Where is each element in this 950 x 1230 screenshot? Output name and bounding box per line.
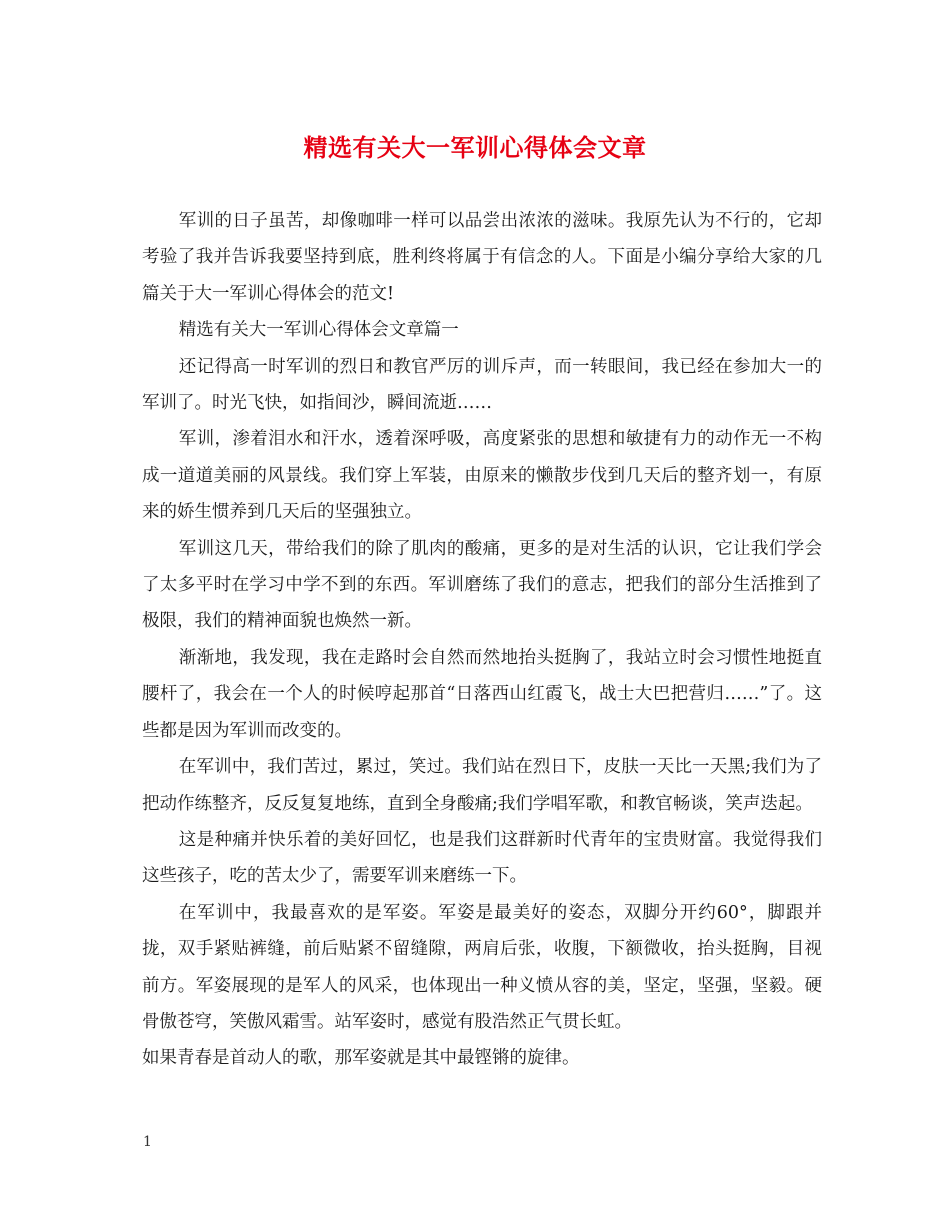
paragraph: 在军训中，我们苦过，累过，笑过。我们站在烈日下，皮肤一天比一天黑;我们为了把动作练整齐，反反复复地练，直到全身酸痛;我们学唱军歌，和教官畅谈，笑声迭起。 — [142, 757, 822, 814]
paragraph: 渐渐地，我发现，我在走路时会自然而然地抬头挺胸了，我站立时会习惯性地挺直腰杆了，我会在一个人的时候哼起那首“日落西山红霞飞，战士大巴把营归……”了。这些都是因为军训而改变的。 — [142, 647, 822, 741]
article-body — [142, 203, 822, 1077]
paragraph-intro: 军训的日子虽苦，却像咖啡一样可以品尝出浓浓的滋味。我原先认为不行的，它却考验了我并告诉我要坚持到底，胜利终将属于有信念的人。下面是小编分享给大家的几篇关于大一军训心得体会的范文! — [142, 211, 822, 304]
paragraph-closing: 如果青春是首动人的歌，那军姿就是其中最铿锵的旋律。 — [142, 1048, 580, 1069]
paragraph: 军训，渗着泪水和汗水，透着深呼吸，高度紧张的思想和敏捷有力的动作无一不构成一道道美丽的风景线。我们穿上军装，由原来的懒散步伐到几天后的整齐划一，有原来的娇生惯养到几天后的坚强独立。 — [142, 429, 822, 523]
paragraph: 还记得高一时军训的烈日和教官严厉的训斥声，而一转眼间，我已经在参加大一的军训了。时光飞快，如指间沙，瞬间流逝…… — [142, 356, 822, 414]
paragraph: 这是种痛并快乐着的美好回忆，也是我们这群新时代青年的宝贵财富。我觉得我们这些孩子，吃的苦太少了，需要军训来磨练一下。 — [142, 829, 822, 887]
paragraph: 在军训中，我最喜欢的是军姿。军姿是最美好的姿态，双脚分开约60°，脚跟并拢，双手紧贴裤缝，前后贴紧不留缝隙，两肩后张，收腹，下额微收，抬头挺胸，目视前方。军姿展现的是军人的风采，也体现出一种义愤从容的美，坚定，坚强，坚毅。硬骨傲苍穹，笑傲风霜雪。站军姿时，感觉有股浩然正气贯长虹。 — [142, 902, 822, 1032]
paragraph: 军训这几天，带给我们的除了肌肉的酸痛，更多的是对生活的认识，它让我们学会了太多平时在学习中学不到的东西。军训磨练了我们的意志，把我们的部分生活推到了极限，我们的精神面貌也焕然一新。 — [142, 538, 822, 632]
section-heading: 精选有关大一军训心得体会文章篇一 — [178, 320, 459, 341]
page-number: 1 — [143, 1134, 152, 1150]
page-title: 精选有关大一军训心得体会文章 — [303, 133, 647, 162]
